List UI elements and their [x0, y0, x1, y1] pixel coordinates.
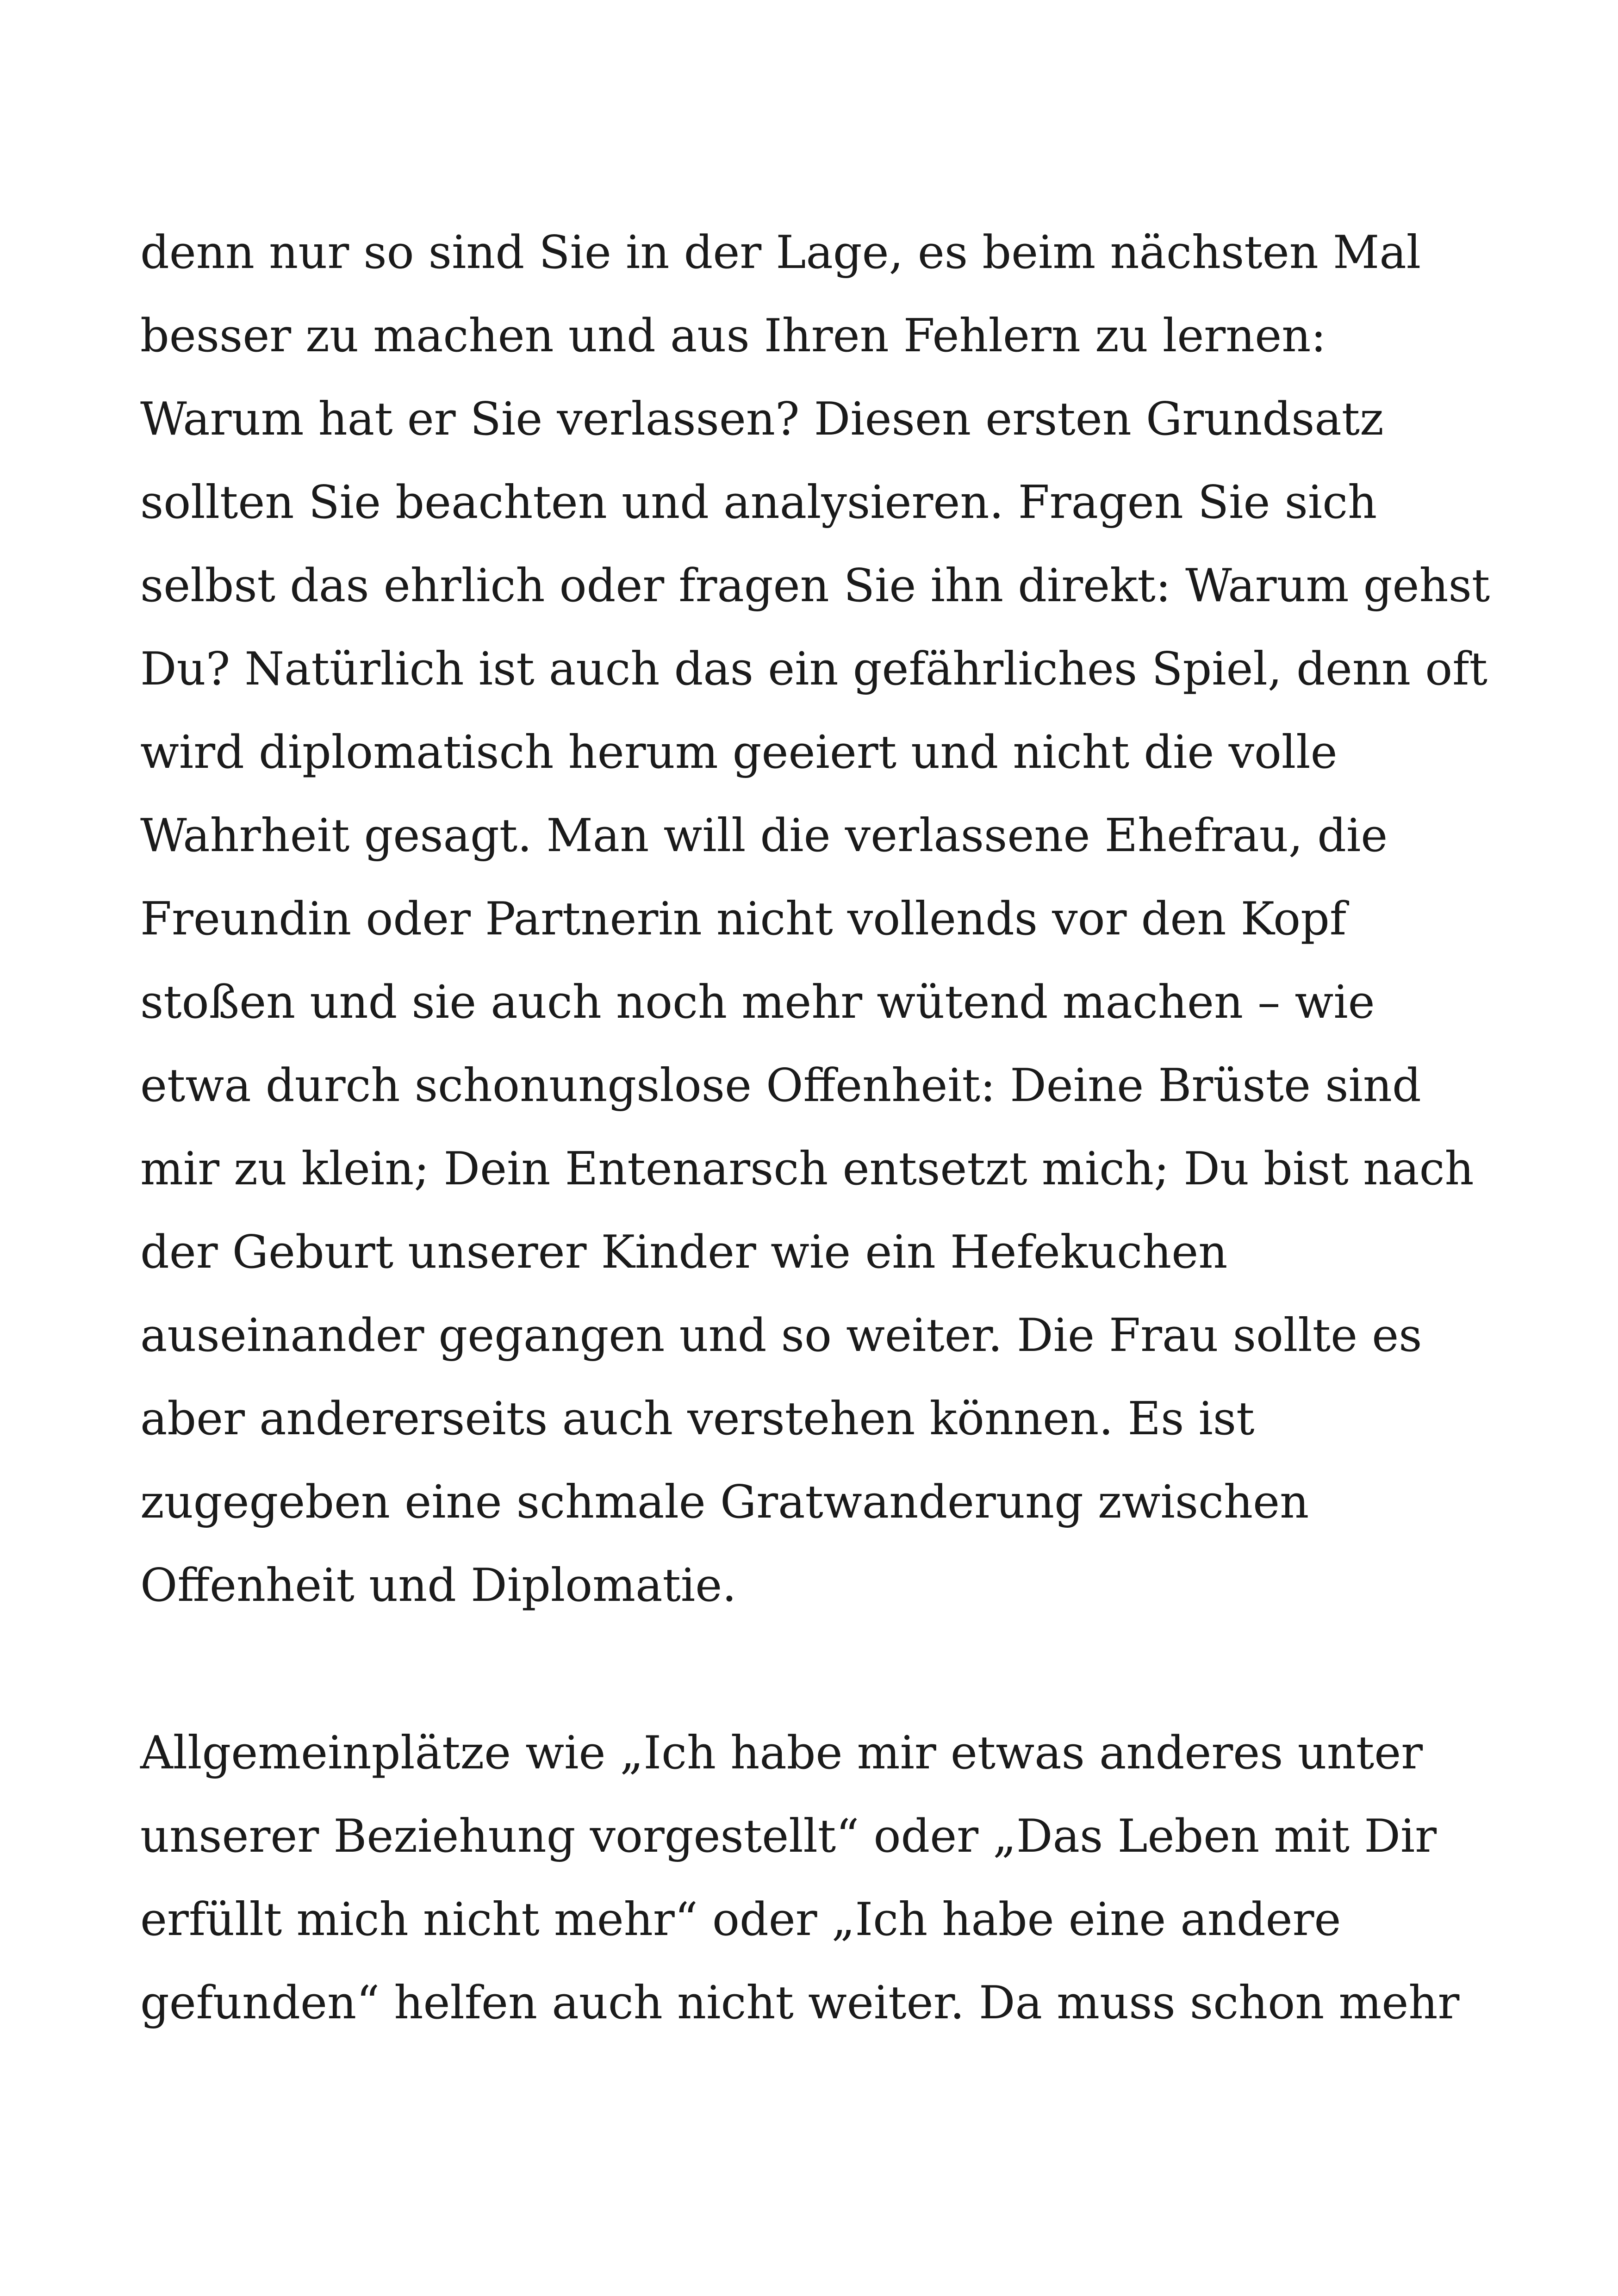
text-line: aber andererseits auch verstehen können. Es ist — [140, 1393, 1255, 1445]
text-line: denn nur so sind Sie in der Lage, es beim nächsten Mal — [140, 226, 1421, 279]
text-line: selbst das ehrlich oder fragen Sie ihn direkt: Warum gehst — [140, 560, 1490, 612]
text-line: mir zu klein; Dein Entenarsch entsetzt mich; Du bist nach — [140, 1143, 1474, 1195]
text-line: Warum hat er Sie verlassen? Diesen ersten Grundsatz — [140, 393, 1384, 446]
text-line: stoßen und sie auch noch mehr wütend machen – wie — [140, 976, 1375, 1029]
text-line: der Geburt unserer Kinder wie ein Hefekuchen — [140, 1226, 1228, 1279]
paragraph — [140, 1711, 1529, 2045]
text-line: besser zu machen und aus Ihren Fehlern zu lernen: — [140, 310, 1326, 362]
text-line: auseinander gegangen und so weiter. Die Frau sollte es — [140, 1309, 1422, 1362]
text-line: Offenheit und Diplomatie. — [140, 1559, 737, 1612]
text-line: zugegeben eine schmale Gratwanderung zwischen — [140, 1476, 1309, 1529]
text-line: etwa durch schonungslose Offenheit: Deine Brüste sind — [140, 1059, 1421, 1112]
text-line: Allgemeinplätze wie „Ich habe mir etwas anderes unter — [140, 1727, 1423, 1780]
text-line: wird diplomatisch herum geeiert und nicht die volle — [140, 726, 1338, 779]
text-line: Du? Natürlich ist auch das ein gefährliches Spiel, denn oft — [140, 643, 1487, 696]
paragraph — [140, 211, 1529, 1627]
text-line: gefunden“ helfen auch nicht weiter. Da muss schon mehr — [140, 1977, 1460, 2029]
text-line: erfüllt mich nicht mehr“ oder „Ich habe eine andere — [140, 1893, 1341, 1946]
text-line: Wahrheit gesagt. Man will die verlassene Ehefrau, die — [140, 809, 1388, 862]
text-line: unserer Beziehung vorgestellt“ oder „Das Leben mit Dir — [140, 1810, 1437, 1863]
text-line: sollten Sie beachten und analysieren. Fragen Sie sich — [140, 476, 1377, 529]
text-line: Freundin oder Partnerin nicht vollends vor den Kopf — [140, 893, 1347, 946]
